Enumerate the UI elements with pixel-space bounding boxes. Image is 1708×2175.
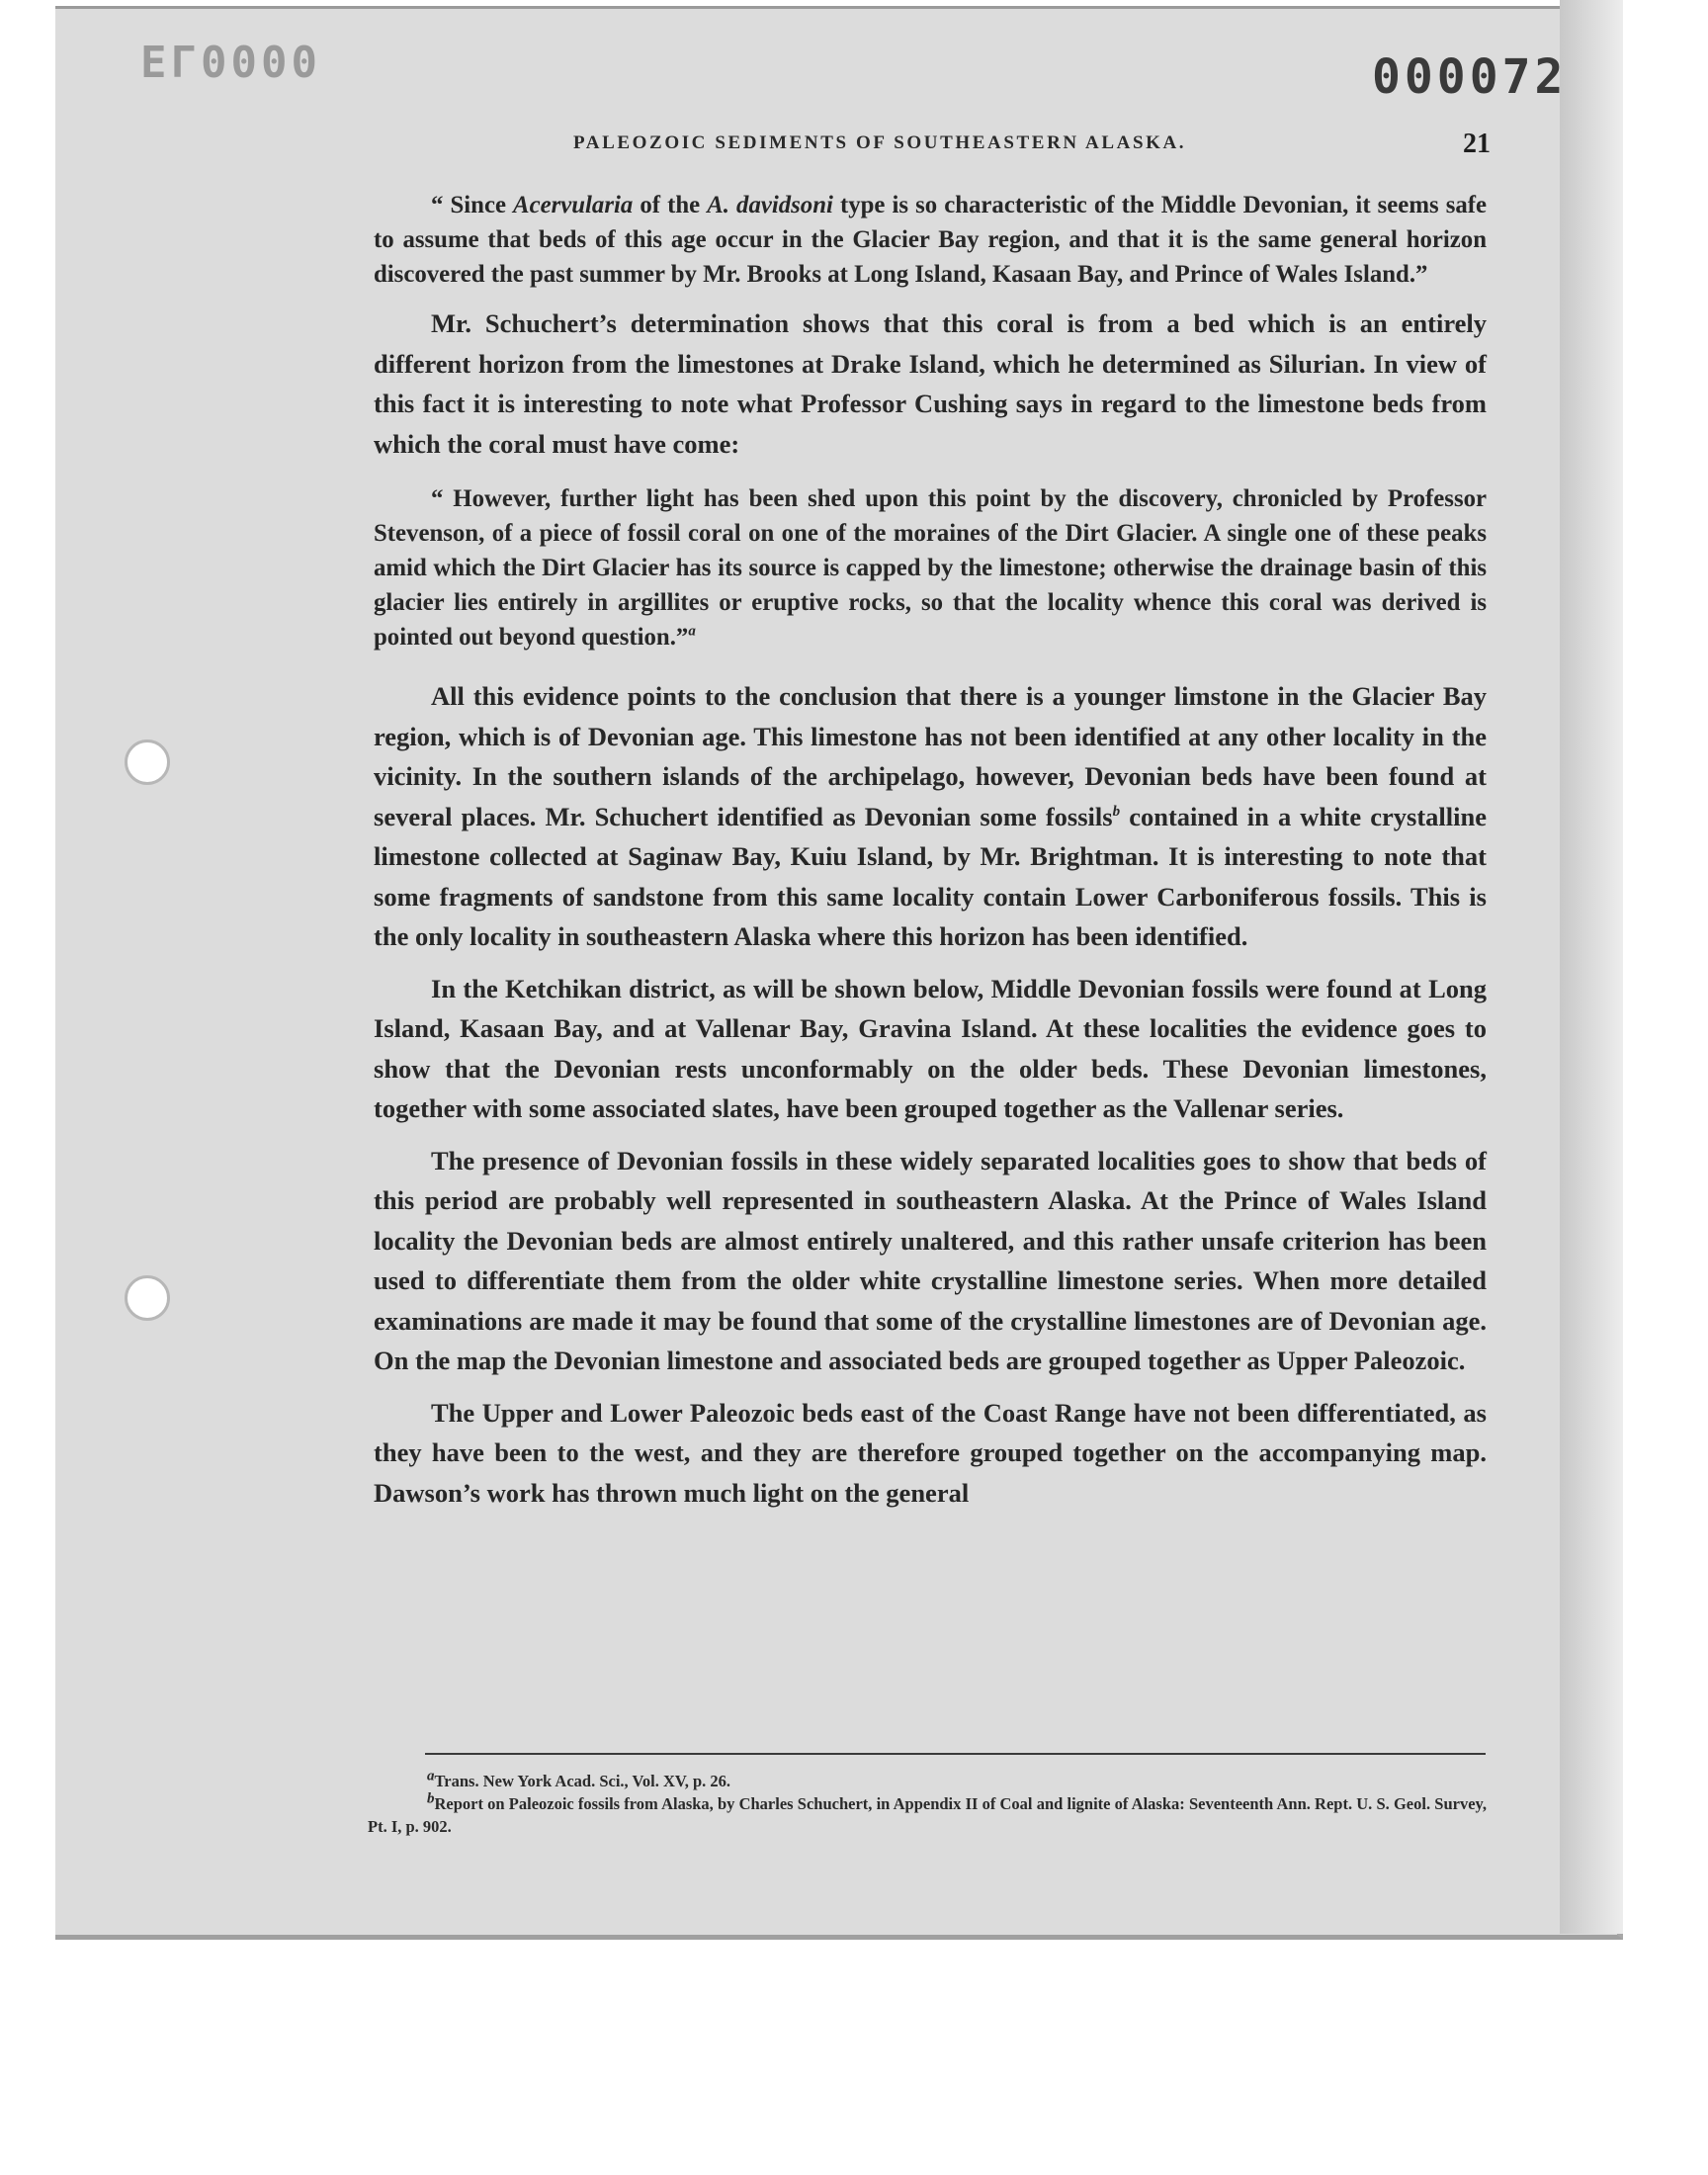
punch-hole-upper <box>125 740 170 785</box>
page-number: 21 <box>1463 129 1491 159</box>
archive-stamp-number: 000072 <box>1372 49 1568 105</box>
quote-text: “ Since <box>431 192 514 218</box>
species-name: A. davidsoni <box>707 192 833 218</box>
body-text <box>374 188 1487 1513</box>
paragraph: The Upper and Lower Paleozoic beds east of the Coast Range have not been differentiated, as they have been to the west, and they are therefore grouped together on the accompanying map. Dawson’s work has thrown much light on the general <box>374 1397 1487 1508</box>
page-edge-shadow <box>1560 0 1623 1934</box>
quote-schuchert <box>374 188 1487 292</box>
punch-hole-lower <box>125 1275 170 1321</box>
paragraph-text: All this evidence points to the conclusion that there is a younger limstone in the Glacier Bay region, which is of Devonian age. This limestone has not been identified at any other locality in the vicinity. In the southern islands of the archipelago, however, Devonian beds have been found at several places. Mr. Schuchert identified as Devonian some fossils <box>374 681 1487 831</box>
faded-archive-stamp: ЕГ0000 <box>140 38 321 88</box>
footnote-text: Report on Paleozoic fossils from Alaska, by Charles Schuchert, in Appendix II of Coal and lignite of Alaska: Seventeenth Ann. Rept. U. S. Geol. Survey, Pt. I, p. 902. <box>368 1794 1487 1836</box>
footnote-text: Trans. New York Acad. Sci., Vol. XV, p. 26. <box>434 1772 730 1790</box>
paragraph <box>374 676 1487 957</box>
footnote <box>368 1770 1487 1792</box>
running-title: PALEOZOIC SEDIMENTS OF SOUTHEASTERN ALASKA. <box>573 132 1187 153</box>
footnote-marker: b <box>427 1790 435 1807</box>
quote-text: type is so characteristic of the Middle Devonian, it seems safe to assume that beds of this age occur in the Glacier Bay region, and that it is the same general horizon discovered the past summer by Mr. Brooks at Long Island, Kasaan Bay, and Prince of Wales Island.” <box>374 192 1488 288</box>
quote-text: “ However, further light has been shed upon this point by the discovery, chronicled by Professor Stevenson, of a piece of fossil coral on one of the moraines of the Dirt Glacier. A single one of these peaks amid which the Dirt Glacier has its source is capped by the limestone; otherwise the drainage basin of this glacier lies entirely in argillites or eruptive rocks, so that the locality whence this coral was derived is pointed out beyond question.” <box>374 485 1487 651</box>
paragraph-text: contained in a white crystalline limestone collected at Saginaw Bay, Kuiu Island, by Mr. Brightman. It is interesting to note that some fragments of sandstone from this same locality contain Lower Carboniferous fossils. This is the only locality in southeastern Alaska where this horizon has been identified. <box>374 801 1487 951</box>
quote-text: of the <box>633 192 708 218</box>
footnotes <box>368 1770 1487 1838</box>
footnote <box>368 1792 1487 1838</box>
paragraph: In the Ketchikan district, as will be shown below, Middle Devonian fossils were found at Long Island, Kasaan Bay, and at Vallenar Bay, Gravina Island. At these localities the evidence goes to show that the Devonian rests unconformably on the older beds. These Devonian limestones, together with some associated slates, have been grouped together as the Vallenar series. <box>374 973 1487 1123</box>
footnote-ref-b: b <box>1112 803 1121 820</box>
quote-cushing <box>374 481 1487 654</box>
footnote-divider <box>425 1753 1486 1755</box>
quote-paragraph <box>374 481 1487 654</box>
paragraph: Mr. Schuchert’s determination shows that this coral is from a bed which is an entirely different horizon from the limestones at Drake Island, which he determined as Silurian. In view of this fact it is interesting to note what Professor Cushing says in regard to the limestone beds from which the coral must have come: <box>374 308 1487 459</box>
paragraph: The presence of Devonian fossils in these widely separated localities goes to show that beds of this period are probably well represented in southeastern Alaska. At the Prince of Wales Island locality the Devonian beds are almost entirely unaltered, and this rather unsafe criterion has been used to differentiate them from the older white crystalline limestone series. When more detailed examinations are made it may be found that some of the crystalline limestones are of Devonian age. On the map the Devonian limestone and associated beds are grouped together as Upper Paleozoic. <box>374 1145 1487 1375</box>
running-header <box>374 129 1491 168</box>
genus-name: Acervularia <box>513 192 634 218</box>
footnote-marker: a <box>427 1768 435 1784</box>
footnote-ref-a: a <box>688 623 696 640</box>
